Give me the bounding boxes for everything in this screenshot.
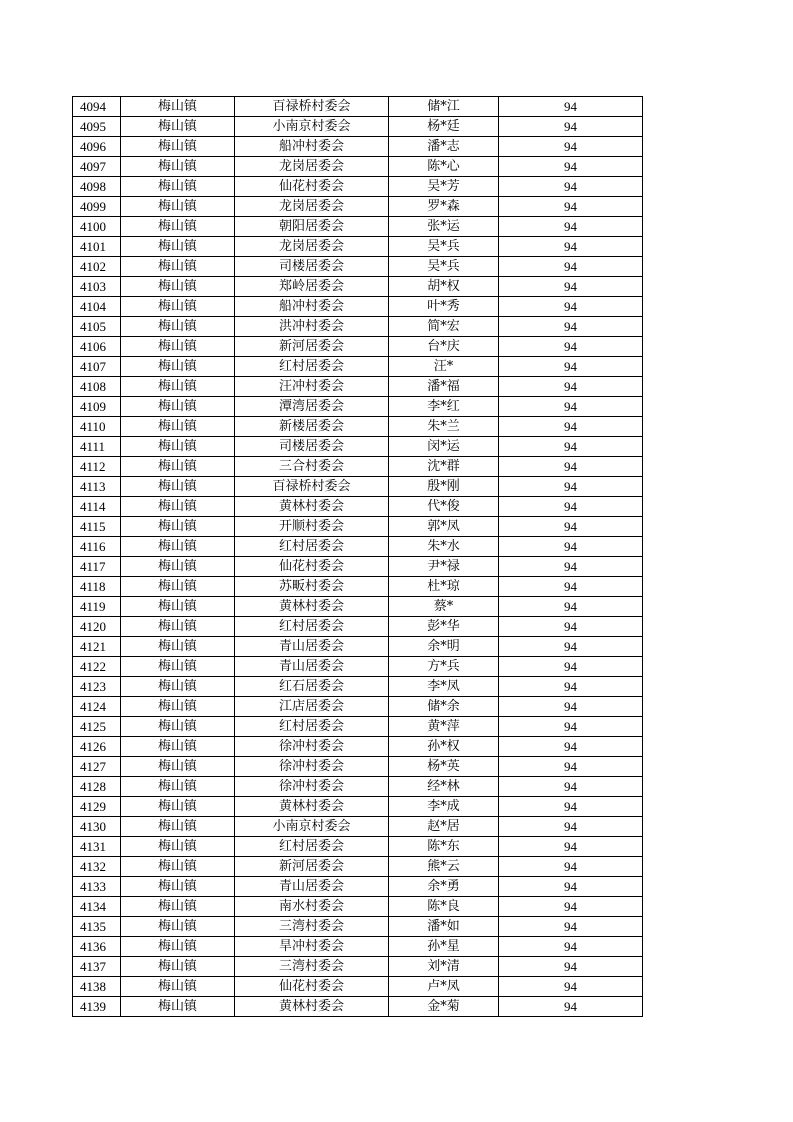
village-cell: 洪冲村委会 [235,317,389,337]
table-row [73,517,643,537]
name-cell: 经*林 [389,777,499,797]
score-cell: 94 [499,597,643,617]
name-cell: 张*运 [389,217,499,237]
village-cell: 红村居委会 [235,357,389,377]
name-cell: 胡*权 [389,277,499,297]
row-id-cell: 4123 [73,677,121,697]
town-cell: 梅山镇 [121,797,235,817]
town-cell: 梅山镇 [121,97,235,117]
name-cell: 杨*英 [389,757,499,777]
score-cell: 94 [499,477,643,497]
score-cell: 94 [499,497,643,517]
name-cell: 吴*芳 [389,177,499,197]
village-cell: 红村居委会 [235,717,389,737]
town-cell: 梅山镇 [121,977,235,997]
town-cell: 梅山镇 [121,237,235,257]
name-cell: 蔡* [389,597,499,617]
row-id-cell: 4120 [73,617,121,637]
row-id-cell: 4134 [73,897,121,917]
table-row [73,997,643,1017]
score-cell: 94 [499,297,643,317]
row-id-cell: 4113 [73,477,121,497]
name-cell: 闵*运 [389,437,499,457]
village-cell: 新河居委会 [235,337,389,357]
village-cell: 徐冲村委会 [235,737,389,757]
name-cell: 黄*萍 [389,717,499,737]
table-row [73,157,643,177]
row-id-cell: 4129 [73,797,121,817]
town-cell: 梅山镇 [121,637,235,657]
table-row [73,117,643,137]
table-row [73,837,643,857]
village-cell: 朝阳居委会 [235,217,389,237]
score-cell: 94 [499,657,643,677]
table-row [73,217,643,237]
score-cell: 94 [499,437,643,457]
score-cell: 94 [499,817,643,837]
town-cell: 梅山镇 [121,377,235,397]
row-id-cell: 4115 [73,517,121,537]
row-id-cell: 4126 [73,737,121,757]
score-cell: 94 [499,777,643,797]
table-row [73,957,643,977]
town-cell: 梅山镇 [121,317,235,337]
row-id-cell: 4108 [73,377,121,397]
name-cell: 叶*秀 [389,297,499,317]
table-row [73,457,643,477]
village-cell: 百禄桥村委会 [235,97,389,117]
row-id-cell: 4131 [73,837,121,857]
score-cell: 94 [499,257,643,277]
village-cell: 旱冲村委会 [235,937,389,957]
score-cell: 94 [499,677,643,697]
score-cell: 94 [499,417,643,437]
name-cell: 李*凤 [389,677,499,697]
village-cell: 新河居委会 [235,857,389,877]
score-cell: 94 [499,757,643,777]
row-id-cell: 4124 [73,697,121,717]
name-cell: 方*兵 [389,657,499,677]
table-row [73,817,643,837]
score-cell: 94 [499,97,643,117]
town-cell: 梅山镇 [121,997,235,1017]
table-body [73,97,643,1017]
table-row [73,777,643,797]
town-cell: 梅山镇 [121,857,235,877]
row-id-cell: 4107 [73,357,121,377]
score-cell: 94 [499,197,643,217]
table-row [73,397,643,417]
name-cell: 吴*兵 [389,257,499,277]
town-cell: 梅山镇 [121,457,235,477]
table-row [73,317,643,337]
name-cell: 熊*云 [389,857,499,877]
score-cell: 94 [499,977,643,997]
name-cell: 杨*廷 [389,117,499,137]
score-cell: 94 [499,637,643,657]
name-cell: 孙*星 [389,937,499,957]
row-id-cell: 4110 [73,417,121,437]
town-cell: 梅山镇 [121,397,235,417]
name-cell: 郭*凤 [389,517,499,537]
name-cell: 尹*禄 [389,557,499,577]
table-row [73,797,643,817]
score-cell: 94 [499,137,643,157]
row-id-cell: 4095 [73,117,121,137]
name-cell: 朱*水 [389,537,499,557]
village-cell: 红村居委会 [235,537,389,557]
town-cell: 梅山镇 [121,117,235,137]
row-id-cell: 4118 [73,577,121,597]
row-id-cell: 4121 [73,637,121,657]
town-cell: 梅山镇 [121,597,235,617]
town-cell: 梅山镇 [121,177,235,197]
town-cell: 梅山镇 [121,677,235,697]
name-cell: 沈*群 [389,457,499,477]
table-row [73,897,643,917]
row-id-cell: 4105 [73,317,121,337]
village-cell: 黄林村委会 [235,597,389,617]
village-cell: 苏畈村委会 [235,577,389,597]
town-cell: 梅山镇 [121,877,235,897]
table-row [73,737,643,757]
name-cell: 代*俊 [389,497,499,517]
table-row [73,97,643,117]
village-cell: 仙花村委会 [235,177,389,197]
table-row [73,597,643,617]
row-id-cell: 4098 [73,177,121,197]
name-cell: 余*勇 [389,877,499,897]
town-cell: 梅山镇 [121,297,235,317]
score-cell: 94 [499,837,643,857]
row-id-cell: 4122 [73,657,121,677]
village-cell: 仙花村委会 [235,977,389,997]
town-cell: 梅山镇 [121,817,235,837]
town-cell: 梅山镇 [121,217,235,237]
town-cell: 梅山镇 [121,737,235,757]
village-cell: 龙岗居委会 [235,157,389,177]
table-row [73,237,643,257]
name-cell: 余*明 [389,637,499,657]
village-cell: 南水村委会 [235,897,389,917]
table-row [73,557,643,577]
town-cell: 梅山镇 [121,257,235,277]
score-cell: 94 [499,457,643,477]
name-cell: 李*红 [389,397,499,417]
table-row [73,197,643,217]
name-cell: 储*余 [389,697,499,717]
row-id-cell: 4127 [73,757,121,777]
table-row [73,297,643,317]
row-id-cell: 4112 [73,457,121,477]
town-cell: 梅山镇 [121,757,235,777]
town-cell: 梅山镇 [121,617,235,637]
village-cell: 龙岗居委会 [235,197,389,217]
score-cell: 94 [499,537,643,557]
village-cell: 红村居委会 [235,837,389,857]
village-cell: 三湾村委会 [235,917,389,937]
name-cell: 潘*志 [389,137,499,157]
row-id-cell: 4136 [73,937,121,957]
row-id-cell: 4111 [73,437,121,457]
town-cell: 梅山镇 [121,157,235,177]
name-cell: 罗*森 [389,197,499,217]
score-cell: 94 [499,877,643,897]
town-cell: 梅山镇 [121,717,235,737]
name-cell: 刘*清 [389,957,499,977]
score-cell: 94 [499,377,643,397]
name-cell: 殷*刚 [389,477,499,497]
village-cell: 新楼居委会 [235,417,389,437]
name-cell: 陈*东 [389,837,499,857]
score-cell: 94 [499,317,643,337]
town-cell: 梅山镇 [121,657,235,677]
village-cell: 龙岗居委会 [235,237,389,257]
row-id-cell: 4097 [73,157,121,177]
table-row [73,757,643,777]
village-cell: 郑岭居委会 [235,277,389,297]
table-row [73,377,643,397]
score-cell: 94 [499,117,643,137]
name-cell: 杜*琼 [389,577,499,597]
village-cell: 黄林村委会 [235,797,389,817]
village-cell: 开顺村委会 [235,517,389,537]
table-row [73,417,643,437]
name-cell: 彭*华 [389,617,499,637]
row-id-cell: 4139 [73,997,121,1017]
name-cell: 储*江 [389,97,499,117]
row-id-cell: 4125 [73,717,121,737]
table-row [73,937,643,957]
village-cell: 红石居委会 [235,677,389,697]
village-cell: 小南京村委会 [235,817,389,837]
town-cell: 梅山镇 [121,837,235,857]
town-cell: 梅山镇 [121,497,235,517]
village-cell: 三合村委会 [235,457,389,477]
row-id-cell: 4101 [73,237,121,257]
score-cell: 94 [499,337,643,357]
name-cell: 潘*福 [389,377,499,397]
name-cell: 简*宏 [389,317,499,337]
row-id-cell: 4119 [73,597,121,617]
table-row [73,537,643,557]
table-row [73,277,643,297]
row-id-cell: 4102 [73,257,121,277]
table-row [73,677,643,697]
name-cell: 吴*兵 [389,237,499,257]
table-row [73,477,643,497]
town-cell: 梅山镇 [121,917,235,937]
name-cell: 汪* [389,357,499,377]
table-row [73,857,643,877]
village-cell: 潭湾居委会 [235,397,389,417]
row-id-cell: 4099 [73,197,121,217]
score-cell: 94 [499,177,643,197]
score-cell: 94 [499,937,643,957]
table-row [73,137,643,157]
name-cell: 孙*权 [389,737,499,757]
score-cell: 94 [499,717,643,737]
name-cell: 陈*良 [389,897,499,917]
village-cell: 百禄桥村委会 [235,477,389,497]
village-cell: 黄林村委会 [235,997,389,1017]
table-row [73,697,643,717]
score-cell: 94 [499,517,643,537]
table-row [73,637,643,657]
score-cell: 94 [499,797,643,817]
row-id-cell: 4100 [73,217,121,237]
table-row [73,337,643,357]
score-cell: 94 [499,277,643,297]
village-cell: 江店居委会 [235,697,389,717]
score-cell: 94 [499,237,643,257]
name-cell: 陈*心 [389,157,499,177]
score-cell: 94 [499,557,643,577]
town-cell: 梅山镇 [121,557,235,577]
row-id-cell: 4114 [73,497,121,517]
town-cell: 梅山镇 [121,357,235,377]
town-cell: 梅山镇 [121,577,235,597]
table-row [73,497,643,517]
name-cell: 卢*凤 [389,977,499,997]
row-id-cell: 4138 [73,977,121,997]
row-id-cell: 4106 [73,337,121,357]
score-cell: 94 [499,957,643,977]
village-cell: 船冲村委会 [235,137,389,157]
table-row [73,577,643,597]
village-cell: 青山居委会 [235,637,389,657]
table-row [73,357,643,377]
table-row [73,977,643,997]
row-id-cell: 4117 [73,557,121,577]
row-id-cell: 4137 [73,957,121,977]
town-cell: 梅山镇 [121,477,235,497]
table-row [73,617,643,637]
row-id-cell: 4096 [73,137,121,157]
village-cell: 司楼居委会 [235,437,389,457]
row-id-cell: 4130 [73,817,121,837]
name-cell: 金*菊 [389,997,499,1017]
table-row [73,257,643,277]
village-cell: 三湾村委会 [235,957,389,977]
town-cell: 梅山镇 [121,777,235,797]
row-id-cell: 4094 [73,97,121,117]
village-cell: 小南京村委会 [235,117,389,137]
row-id-cell: 4133 [73,877,121,897]
score-cell: 94 [499,917,643,937]
village-cell: 青山居委会 [235,657,389,677]
village-cell: 徐冲村委会 [235,757,389,777]
town-cell: 梅山镇 [121,957,235,977]
row-id-cell: 4116 [73,537,121,557]
row-id-cell: 4104 [73,297,121,317]
town-cell: 梅山镇 [121,417,235,437]
town-cell: 梅山镇 [121,517,235,537]
score-cell: 94 [499,577,643,597]
village-cell: 黄林村委会 [235,497,389,517]
town-cell: 梅山镇 [121,937,235,957]
row-id-cell: 4135 [73,917,121,937]
name-cell: 朱*兰 [389,417,499,437]
town-cell: 梅山镇 [121,697,235,717]
table-row [73,917,643,937]
score-cell: 94 [499,697,643,717]
village-cell: 红村居委会 [235,617,389,637]
town-cell: 梅山镇 [121,277,235,297]
row-id-cell: 4128 [73,777,121,797]
name-cell: 台*庆 [389,337,499,357]
score-cell: 94 [499,857,643,877]
village-cell: 仙花村委会 [235,557,389,577]
score-cell: 94 [499,157,643,177]
name-cell: 李*成 [389,797,499,817]
table-row [73,437,643,457]
town-cell: 梅山镇 [121,897,235,917]
town-cell: 梅山镇 [121,137,235,157]
score-cell: 94 [499,357,643,377]
village-cell: 船冲村委会 [235,297,389,317]
town-cell: 梅山镇 [121,197,235,217]
town-cell: 梅山镇 [121,437,235,457]
table-row [73,657,643,677]
table-row [73,717,643,737]
table-row [73,177,643,197]
row-id-cell: 4132 [73,857,121,877]
data-table [72,96,643,1017]
score-cell: 94 [499,897,643,917]
village-cell: 汪冲村委会 [235,377,389,397]
score-cell: 94 [499,617,643,637]
score-cell: 94 [499,737,643,757]
town-cell: 梅山镇 [121,337,235,357]
town-cell: 梅山镇 [121,537,235,557]
score-cell: 94 [499,997,643,1017]
village-cell: 青山居委会 [235,877,389,897]
score-cell: 94 [499,397,643,417]
name-cell: 赵*居 [389,817,499,837]
score-cell: 94 [499,217,643,237]
table-row [73,877,643,897]
row-id-cell: 4109 [73,397,121,417]
village-cell: 司楼居委会 [235,257,389,277]
village-cell: 徐冲村委会 [235,777,389,797]
row-id-cell: 4103 [73,277,121,297]
name-cell: 潘*如 [389,917,499,937]
